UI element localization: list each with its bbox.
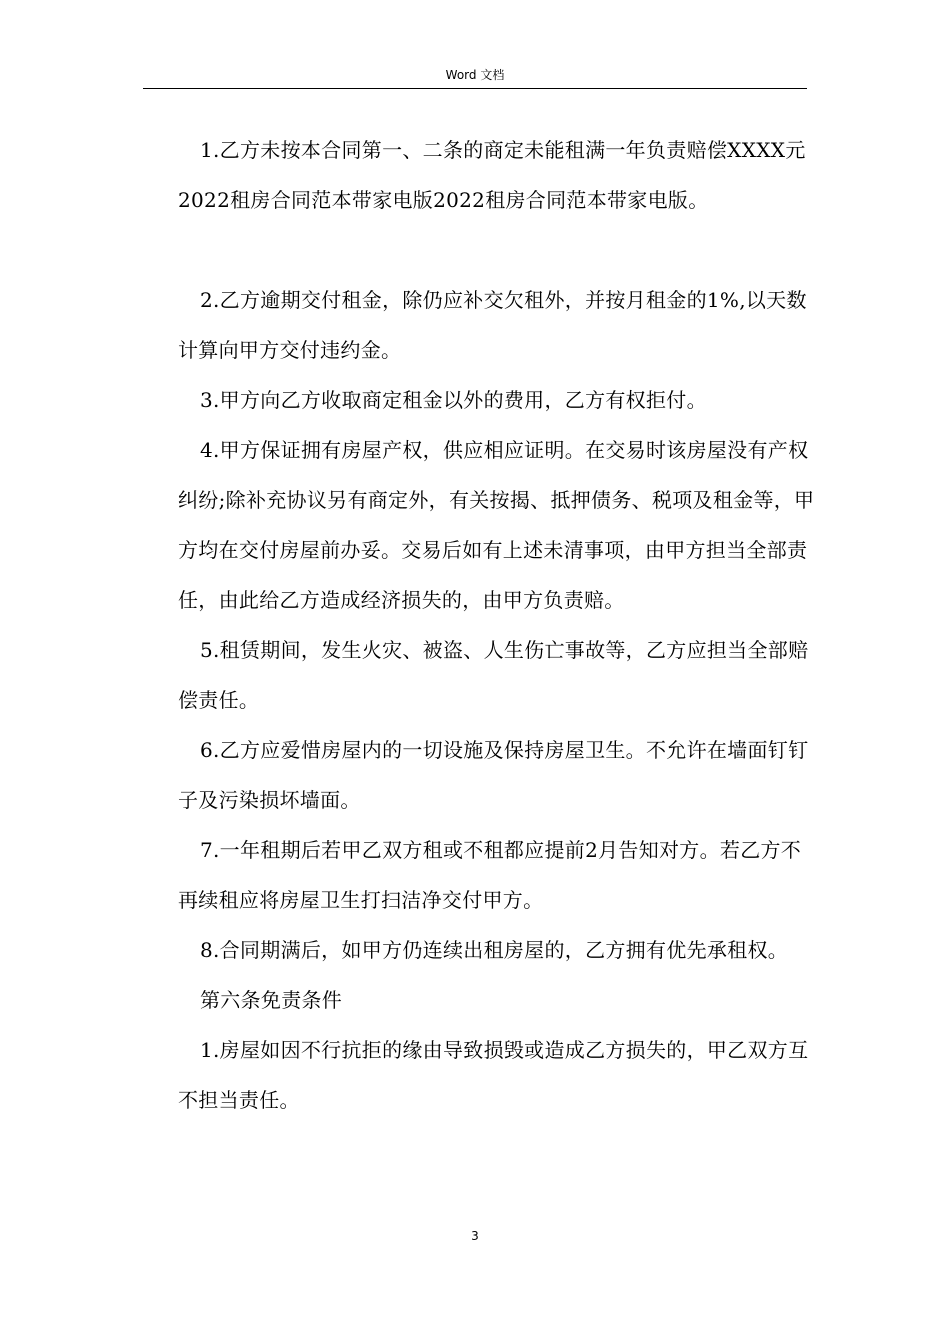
paragraph-clause-7: 7.一年租期后若甲乙双方租或不租都应提前2月告知对方。若乙方不再续租应将房屋卫生打扫洁净交付甲方。 — [178, 838, 802, 912]
header-title: Word 文档 — [445, 68, 505, 82]
document-body — [178, 125, 818, 1125]
paragraph-clause-3: 3.甲方向乙方收取商定租金以外的费用，乙方有权拒付。 — [200, 388, 707, 412]
paragraph-clause-4: 4.甲方保证拥有房屋产权，供应相应证明。在交易时该房屋没有产权纠纷;除补充协议另有商定外，有关按揭、抵押债务、税项及租金等，甲方均在交付房屋前办妥。交易后如有上述未清事项，由甲方担当全部责任，由此给乙方造成经济损失的，由甲方负责赔。 — [178, 438, 815, 612]
page-footer — [0, 1228, 950, 1244]
page-number: 3 — [471, 1229, 479, 1243]
paragraph-exemption-1: 1.房屋如因不行抗拒的缘由导致损毁或造成乙方损失的，甲乙双方互不担当责任。 — [178, 1038, 809, 1112]
paragraph-clause-5: 5.租赁期间，发生火灾、被盗、人生伤亡事故等，乙方应担当全部赔偿责任。 — [178, 638, 809, 712]
page-header — [143, 66, 807, 89]
paragraph-clause-8: 8.合同期满后，如甲方仍连续出租房屋的，乙方拥有优先承租权。 — [200, 938, 789, 962]
paragraph-clause-1: 1.乙方未按本合同第一、二条的商定未能租满一年负责赔偿XXXX元2022租房合同范本带家电版2022租房合同范本带家电版。 — [178, 138, 806, 212]
paragraph-spacer — [178, 225, 818, 275]
paragraph-clause-2: 2.乙方逾期交付租金，除仍应补交欠租外，并按月租金的1%,以天数计算向甲方交付违约金。 — [178, 288, 807, 362]
paragraph-clause-6: 6.乙方应爱惜房屋内的一切设施及保持房屋卫生。不允许在墙面钉钉子及污染损坏墙面。 — [178, 738, 809, 812]
section-heading-article-6: 第六条免责条件 — [200, 988, 343, 1012]
